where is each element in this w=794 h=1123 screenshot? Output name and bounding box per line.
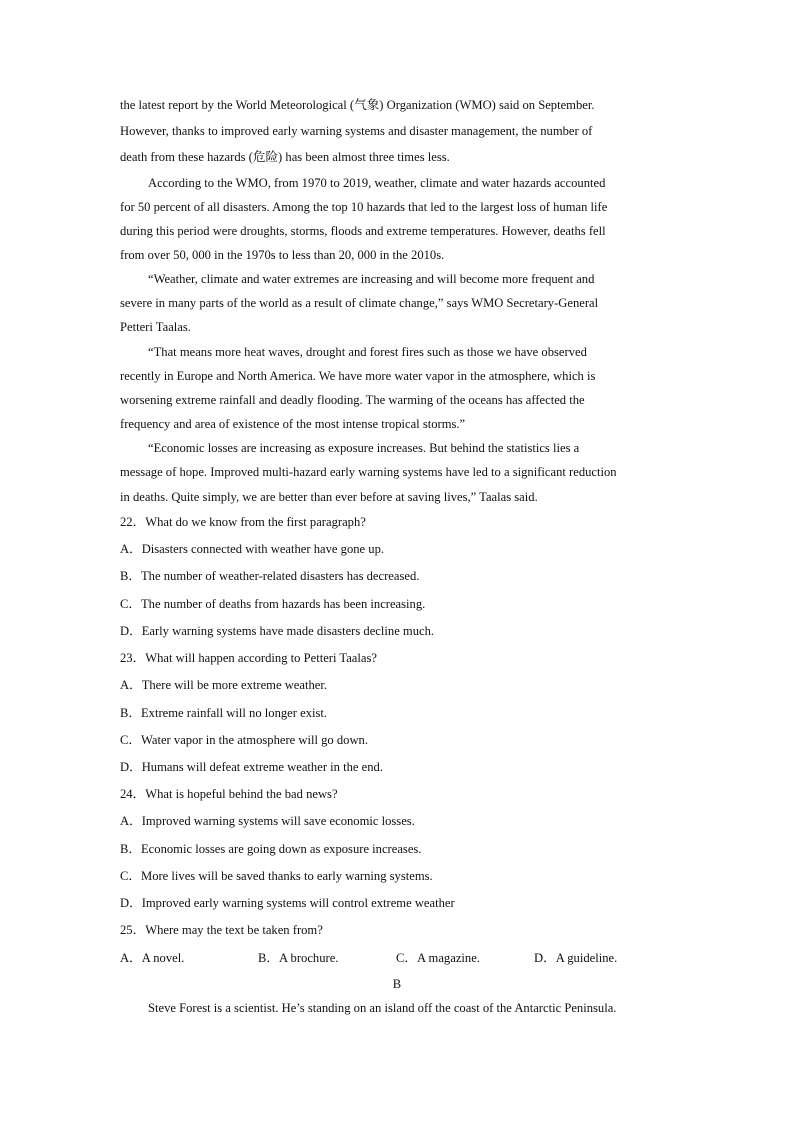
- question-option: A．Improved warning systems will save economic losses.: [120, 814, 415, 828]
- question-option: B．A brochure.: [258, 951, 339, 965]
- passage-line: recently in Europe and North America. We have more water vapor in the atmosphere, which is: [120, 369, 596, 383]
- passage-line: Steve Forest is a scientist. He’s standing on an island off the coast of the Antarctic Peninsula.: [148, 1001, 617, 1015]
- question-option: B．The number of weather-related disasters has decreased.: [120, 569, 420, 583]
- passage-line: from over 50, 000 in the 1970s to less than 20, 000 in the 2010s.: [120, 248, 445, 262]
- passage-line: during this period were droughts, storms, floods and extreme temperatures. However, deaths fell: [120, 224, 606, 238]
- question-option: C．Water vapor in the atmosphere will go down.: [120, 733, 369, 747]
- question-option: D．Improved early warning systems will control extreme weather: [120, 896, 455, 910]
- question-option: D．Early warning systems have made disasters decline much.: [120, 624, 435, 638]
- question-stem: 24．What is hopeful behind the bad news?: [120, 787, 338, 801]
- passage-line: However, thanks to improved early warning systems and disaster management, the number of: [120, 124, 593, 138]
- question-option: A．There will be more extreme weather.: [120, 678, 328, 692]
- question-option: B．Extreme rainfall will no longer exist.: [120, 706, 328, 720]
- passage-line: Petteri Taalas.: [120, 320, 191, 334]
- passage-line: “That means more heat waves, drought and forest fires such as those we have observed: [148, 345, 587, 359]
- question-option: C．The number of deaths from hazards has been increasing.: [120, 597, 426, 611]
- question-option: A．Disasters connected with weather have gone up.: [120, 542, 385, 556]
- passage-line: “Economic losses are increasing as exposure increases. But behind the statistics lies a: [148, 441, 580, 455]
- question-option: C．A magazine.: [396, 951, 480, 965]
- passage-line: for 50 percent of all disasters. Among the top 10 hazards that led to the largest loss of human life: [120, 200, 608, 214]
- question-option: D．Humans will defeat extreme weather in the end.: [120, 760, 383, 774]
- passage-line: in deaths. Quite simply, we are better than ever before at saving lives,” Taalas said.: [120, 490, 538, 504]
- passage-line: death from these hazards (危险) has been almost three times less.: [120, 150, 450, 164]
- passage-line: “Weather, climate and water extremes are increasing and will become more frequent and: [148, 272, 595, 286]
- passage-line: message of hope. Improved multi-hazard early warning systems have led to a significant reduction: [120, 465, 617, 479]
- question-stem: 23．What will happen according to Petteri Taalas?: [120, 651, 377, 665]
- question-option: A．A novel.: [120, 951, 185, 965]
- question-stem: 22．What do we know from the first paragraph?: [120, 515, 366, 529]
- question-option: B．Economic losses are going down as exposure increases.: [120, 842, 422, 856]
- question-option: C．More lives will be saved thanks to early warning systems.: [120, 869, 433, 883]
- passage-line: the latest report by the World Meteorological (气象) Organization (WMO) said on September.: [120, 98, 595, 112]
- question-options-row: [120, 946, 680, 970]
- passage-line: According to the WMO, from 1970 to 2019, weather, climate and water hazards accounted: [148, 176, 606, 190]
- passage-line: severe in many parts of the world as a result of climate change,” says WMO Secretary-General: [120, 296, 599, 310]
- passage-line: worsening extreme rainfall and deadly flooding. The warming of the oceans has affected the: [120, 393, 585, 407]
- passage-line: frequency and area of existence of the most intense tropical storms.”: [120, 417, 466, 431]
- question-stem: 25．Where may the text be taken from?: [120, 923, 323, 937]
- section-heading: B: [392, 977, 402, 991]
- question-option: D．A guideline.: [534, 951, 618, 965]
